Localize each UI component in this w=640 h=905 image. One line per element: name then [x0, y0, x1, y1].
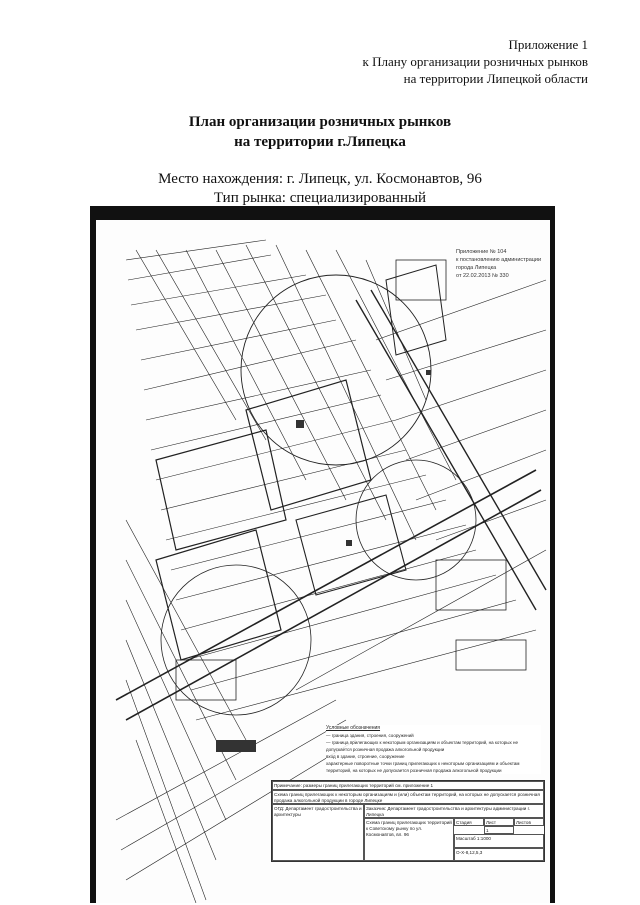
appendix-line-1: Приложение 1: [508, 37, 588, 52]
stamp-note: Примечание: размеры границ прилегающих территорий см. приложение 1: [272, 781, 544, 790]
stamp-sheets-label: Листов: [514, 818, 544, 826]
stamp-ogd: ОГД: Департамент градостроительства и архитектуры: [272, 804, 364, 861]
map-legend: [326, 725, 541, 774]
stamp-code: О-Х-8,12,5,3: [454, 848, 544, 861]
legend-item: вход в здание, строение, сооружение: [326, 754, 405, 759]
legend-item: — граница здания, строения, сооружений: [326, 733, 414, 738]
stamp-stage-label: Стадия: [454, 818, 484, 826]
document-title: [0, 112, 640, 152]
legend-item: — граница прилегающих к некоторым организациям и объектам территорий, на которых не допускается розничная продажа алкогольной продукции: [326, 740, 519, 752]
title-line-1: План организации розничных рынков: [188, 114, 452, 130]
location-block: [0, 170, 640, 208]
appendix-header: [363, 36, 588, 87]
scanned-map: [90, 206, 555, 903]
appendix-line-2: к Плану организации розничных рынков: [362, 54, 588, 69]
legend-title: Условные обозначения: [326, 725, 381, 731]
stamp-sheet-label: Лист: [484, 818, 514, 826]
stamp-customer: Заказчик: Департамент градостроительства и архитектуры администрации г. Липецка: [364, 804, 544, 818]
market-type: Тип рынка: специализированный: [213, 190, 427, 206]
resolution-annotation: [456, 248, 548, 280]
title-line-2: на территории г.Липецка: [234, 134, 406, 150]
location-address: Место нахождения: г. Липецк, ул. Космонавтов, 96: [158, 171, 482, 187]
legend-item: характерные поворотные точки границ прилегающих к некоторым организациям и объектам территорий, на которых не допускается розничная продажа алкогольной продукции: [326, 761, 520, 773]
resolution-line-2: к постановлению администрации: [456, 257, 542, 263]
resolution-line-3: города Липецка: [456, 265, 497, 271]
stamp-scheme-description: Схема границ прилегающих к некоторым организациям и (или) объектам территорий, на которых не допускается розничная продажа алкогольной продукции в городе Липецке: [272, 790, 544, 804]
stamp-sheet-number: 1: [484, 826, 514, 834]
title-block-stamp: [271, 780, 545, 862]
scanned-map-page: [96, 220, 550, 903]
stamp-sheet-title: Схема границ прилегающих территорий к Советскому рынку по ул. Космонавтов, вл. 96: [364, 818, 454, 861]
stamp-scale: Масштаб 1:1000: [454, 834, 544, 848]
appendix-line-3: на территории Липецкой области: [403, 71, 588, 86]
resolution-line-1: Приложение № 104: [456, 249, 507, 255]
resolution-line-4: от 22.02.2013 № 330: [456, 273, 509, 279]
